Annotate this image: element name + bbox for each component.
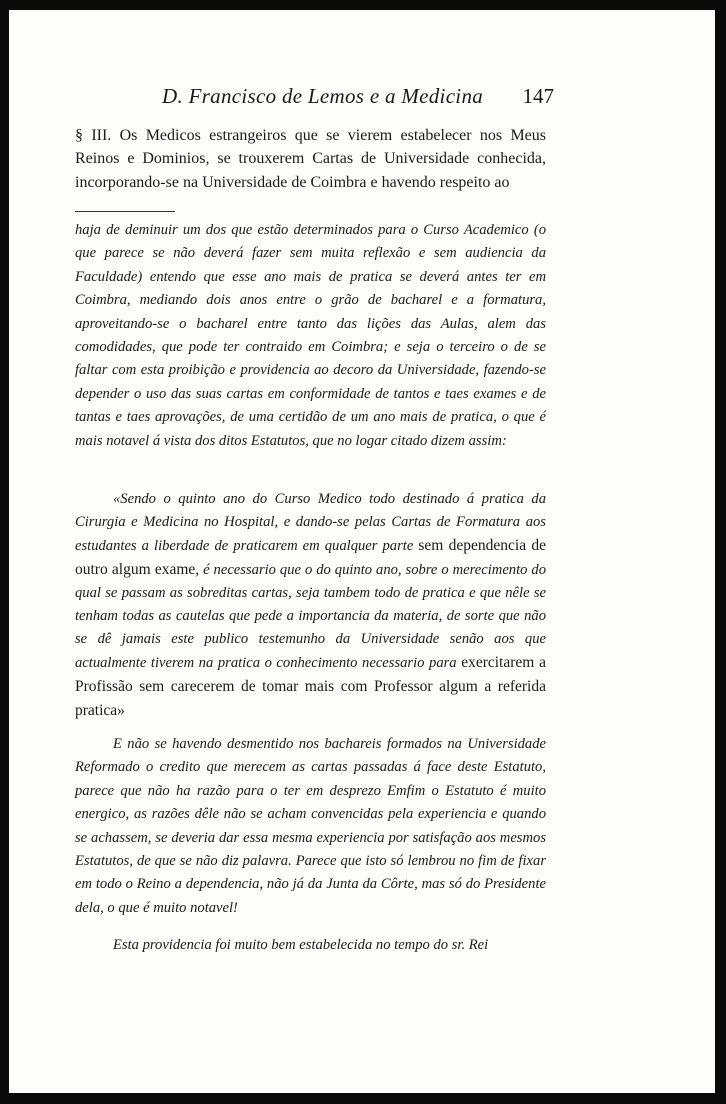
quotation-paragraph bbox=[75, 488, 546, 723]
quote-roman-part-1: sem dependencia de outro algum exame, bbox=[75, 537, 546, 578]
running-header bbox=[162, 84, 554, 110]
quote-italic-part-2: é necessario que o do quinto ano, sobre o merecimento do qual se passam as sobreditas cartas, seja tambem todo de pratica e que nêle se tenham todas as cautelas que pede a importancia da materia, de sorte que não se dê jamais este publico testemunho da Universidade senão aos que actualmente tiverem na pratica o conhecimento necessario para bbox=[75, 562, 546, 671]
page-number: 147 bbox=[522, 84, 554, 108]
paragraph-section-iii: § III. Os Medicos estrangeiros que se vierem estabelecer nos Meus Reinos e Dominios, se trouxerem Cartas de Universidade conhecida, incorporando-se na Universidade de Coimbra e havendo respeito ao bbox=[75, 127, 546, 191]
footnote-separator bbox=[75, 211, 175, 212]
paragraph-continuation: haja de deminuir um dos que estão determinados para o Curso Academico (o que parece se não deverá fazer sem muita reflexão e sem audiencia da Faculdade) entendo que esse ano mais de pratica se deverá antes ter em Coimbra, mediando dois anos entre o grão de bacharel e a formatura, aproveitando-se o bacharel entre tanto das lições das Aulas, alem das comodidades, que pode ter contraido em Coimbra; e seja o terceiro o de se faltar com esta proibição e providencia ao decoro da Universidade, fazendo-se depender o uso das suas cartas em conformidade de tantos e taes exames e de tantas e taes aprovações, de uma certidão de um ano mais de pratica, o que é mais notavel á vista dos ditos Estatutos, que no logar citado dizem assim: bbox=[75, 222, 546, 449]
running-title: D. Francisco de Lemos e a Medicina bbox=[162, 84, 484, 108]
quote-italic-part-1: «Sendo o quinto ano do Curso Medico todo destinado á pratica da Cirurgia e Medicina no Hospital, e dando-se pelas Cartas de Formatura aos estudantes a liberdade de praticarem em qualquer parte bbox=[75, 491, 546, 554]
paragraph-final-line: Esta providencia foi muito bem estabelecida no tempo do sr. Rei bbox=[113, 937, 489, 953]
paragraph-commentary: E não se havendo desmentido nos bachareis formados na Universidade Reformado o credito que merecem as cartas passadas á face deste Estatuto, parece que não ha razão para o ter em desprezo Emfim o Estatuto é muito energico, as razões dêle não se acham convencidas pela experiencia e quando se achassem, se deveria dar essa mesma experiencia por satisfação aos mesmos Estatutos, de que se não diz palavra. Parece que isto só lembrou no fim de fixar em todo o Reino a dependencia, não já da Junta da Côrte, mas só do Presidente dela, o que é muito notavel! bbox=[75, 736, 546, 916]
quote-roman-part-2: exercitarem a Profissão sem carecerem de tomar mais com Professor algum a referida pratica» bbox=[75, 654, 547, 719]
